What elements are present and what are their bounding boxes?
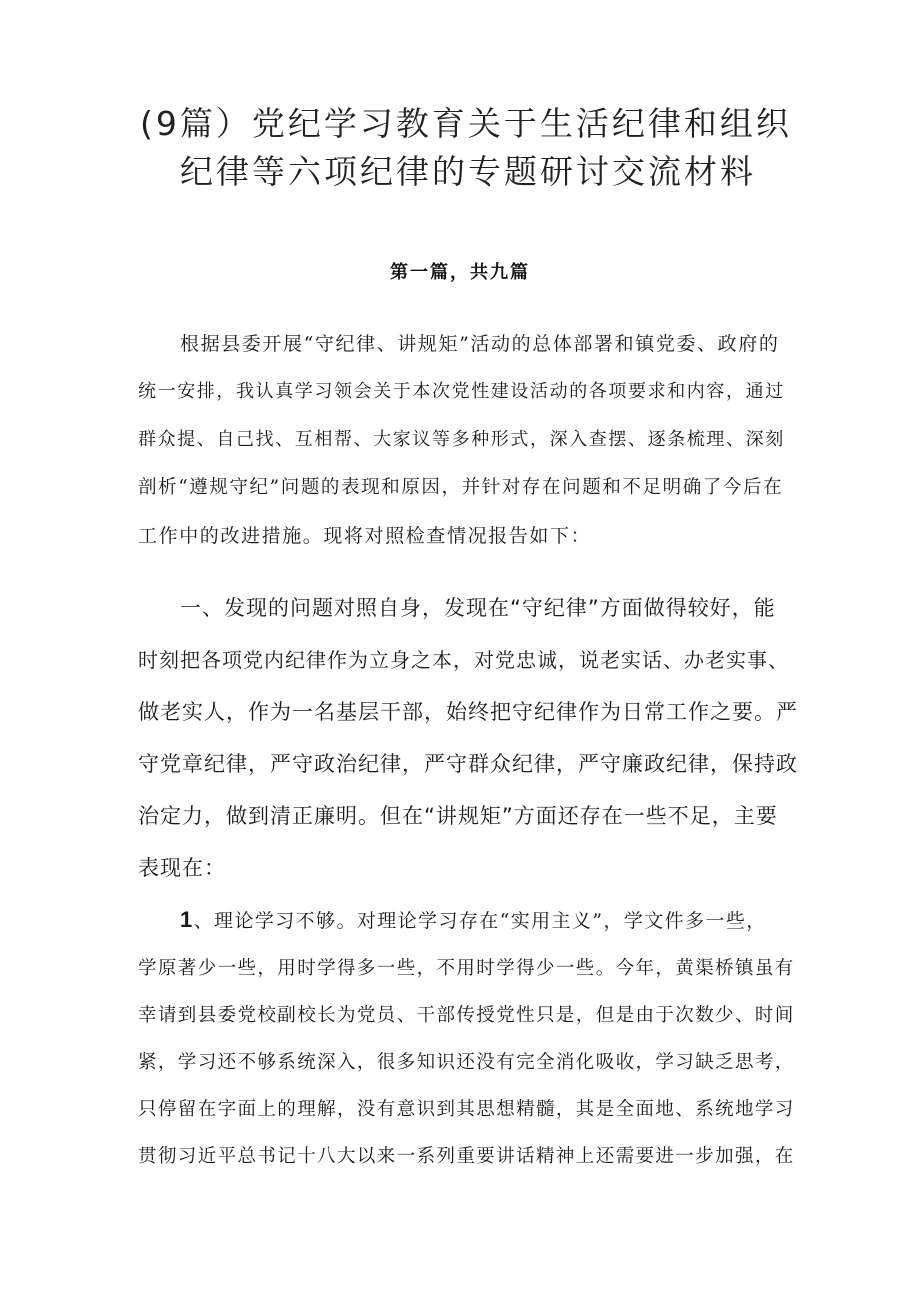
- title-line-1: (9篇）党纪学习教育关于生活纪律和组织: [140, 104, 792, 143]
- intro-line: 工作中的改进措施。现将对照检查情况报告如下：: [138, 525, 592, 547]
- item-1-line: 贯彻习近平总书记十八大以来一系列重要讲话精神上还需要进一步加强，在: [138, 1146, 795, 1167]
- item-1-number: 1: [180, 907, 194, 932]
- section-1-line: 做老实人，作为一名基层干部，始终把守纪律作为日常工作之要。严: [138, 700, 798, 724]
- section-1-line: 表现在：: [138, 856, 226, 880]
- section-1-line: 一、发现的问题对照自身，发现在“守纪律”方面做得较好，能: [180, 596, 776, 620]
- section-1-line: 治定力，做到清正廉明。但在“讲规矩”方面还存在一些不足，主要: [138, 804, 778, 828]
- item-1-paragraph: [138, 896, 798, 1180]
- item-1-first-line: [138, 896, 798, 945]
- item-1-line: 学原著少一些，用时学得多一些，不用时学得少一些。今年，黄渠桥镇虽有: [138, 958, 795, 979]
- item-1-line: 只停留在字面上的理解，没有意识到其思想精髓，其是全面地、系统地学习: [138, 1099, 795, 1120]
- item-1-line: 幸请到县委党校副校长为党员、干部传授党性只是，但是由于次数少、时间: [138, 1005, 795, 1026]
- intro-line: 统一安排，我认真学习领会关于本次党性建设活动的各项要求和内容，通过: [138, 381, 785, 402]
- document-subtitle: 第一篇，共九篇: [390, 262, 530, 283]
- intro-paragraph: [138, 320, 798, 560]
- intro-line: 剖析“遵规守纪”问题的表现和原因，并针对存在问题和不足明确了今后在: [138, 477, 784, 498]
- title-line-2: 纪律等六项纪律的专题研讨交流材料: [180, 152, 756, 191]
- section-1-line: 守党章纪律，严守政治纪律，严守群众纪律，严守廉政纪律，保持政: [138, 752, 798, 776]
- item-1-line: 紧，学习还不够系统深入，很多知识还没有完全消化吸收，学习缺乏思考，: [138, 1052, 795, 1073]
- document-title: [140, 100, 820, 196]
- intro-line: 群众提、自己找、互相帮、大家议等多种形式，深入查摆、逐条梳理、深刻: [138, 429, 785, 450]
- section-1-paragraph: [138, 582, 798, 894]
- intro-line: 根据县委开展“守纪律、讲规矩”活动的总体部署和镇党委、政府的: [180, 333, 780, 355]
- item-1-first-text: 、理论学习不够。对理论学习存在“实用主义”，学文件多一些，: [193, 910, 767, 932]
- section-1-line: 时刻把各项党内纪律作为立身之本，对党忠诚，说老实话、办老实事、: [138, 648, 789, 672]
